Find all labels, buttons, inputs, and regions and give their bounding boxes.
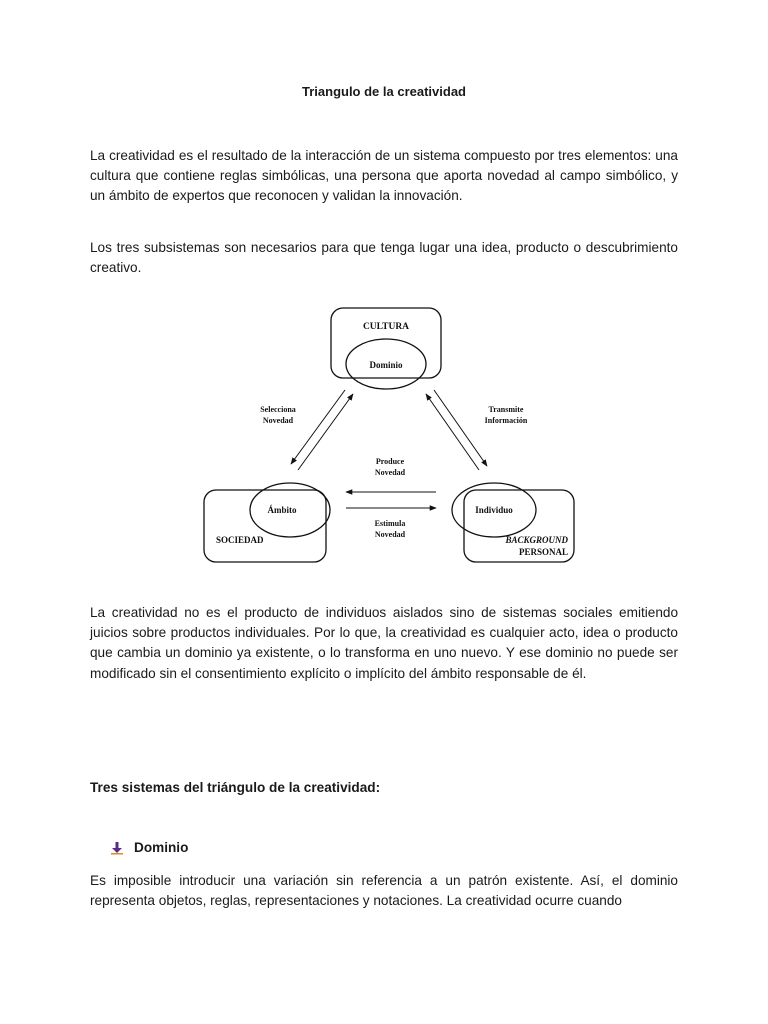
dominio-label: Dominio (369, 360, 403, 370)
arrow-down-bullet-icon (110, 841, 124, 855)
background-label: BACKGROUND (505, 535, 568, 545)
dominio-paragraph: Es imposible introducir una variación sin referencia a un patrón existente. Así, el dominio representa objetos, reglas, representaciones y notaciones. La creatividad ocurre cuando (90, 873, 678, 909)
arrow-individuo-to-cultura (426, 394, 479, 470)
arrow-sociedad-to-cultura (298, 394, 353, 470)
individuo-label: Individuo (475, 505, 513, 515)
estimula-label-1: Estimula (374, 519, 406, 528)
sociedad-box (204, 490, 326, 562)
produce-label-1: Produce (375, 457, 405, 466)
selecciona-label-1: Selecciona (260, 405, 296, 414)
bullet-dominio-label: Dominio (134, 840, 189, 855)
section-heading: Tres sistemas del triángulo de la creatividad: (90, 780, 381, 795)
personal-label: PERSONAL (518, 547, 568, 557)
sociedad-label: SOCIEDAD (216, 535, 264, 545)
selecciona-label-2: Novedad (262, 416, 294, 425)
ambito-label: Ámbito (267, 505, 297, 515)
subsystems-paragraph: Los tres subsistemas son necesarios para que tenga lugar una idea, producto o descubrimiento creativo. (90, 240, 678, 276)
systems-paragraph: La creatividad no es el producto de individuos aislados sino de sistemas sociales emitiendo juicios sobre productos individuales. Por lo que, la creatividad es cualquier acto, idea o producto que cambia un dominio ya existente, o lo transforma en uno nuevo. Y ese dominio no puede ser modificado sin el consentimiento explícito o implícito del ámbito responsable de él. (90, 605, 678, 681)
transmite-label-2: Información (484, 416, 528, 425)
transmite-label-1: Transmite (488, 405, 524, 414)
arrow-cultura-to-individuo (434, 390, 487, 466)
produce-label-2: Novedad (374, 468, 406, 477)
arrow-cultura-to-sociedad (291, 390, 345, 464)
estimula-label-2: Novedad (374, 530, 406, 539)
cultura-label: CULTURA (362, 322, 410, 332)
document-title: Triangulo de la creatividad (302, 84, 466, 99)
creativity-triangle-diagram (176, 292, 596, 582)
intro-paragraph: La creatividad es el resultado de la interacción de un sistema compuesto por tres elementos: una cultura que contiene reglas simbólicas, una persona que aporta novedad al campo simbólico, y un ámbito de expertos que reconocen y validan la innovación. (90, 148, 678, 204)
bullet-dominio (110, 840, 188, 855)
